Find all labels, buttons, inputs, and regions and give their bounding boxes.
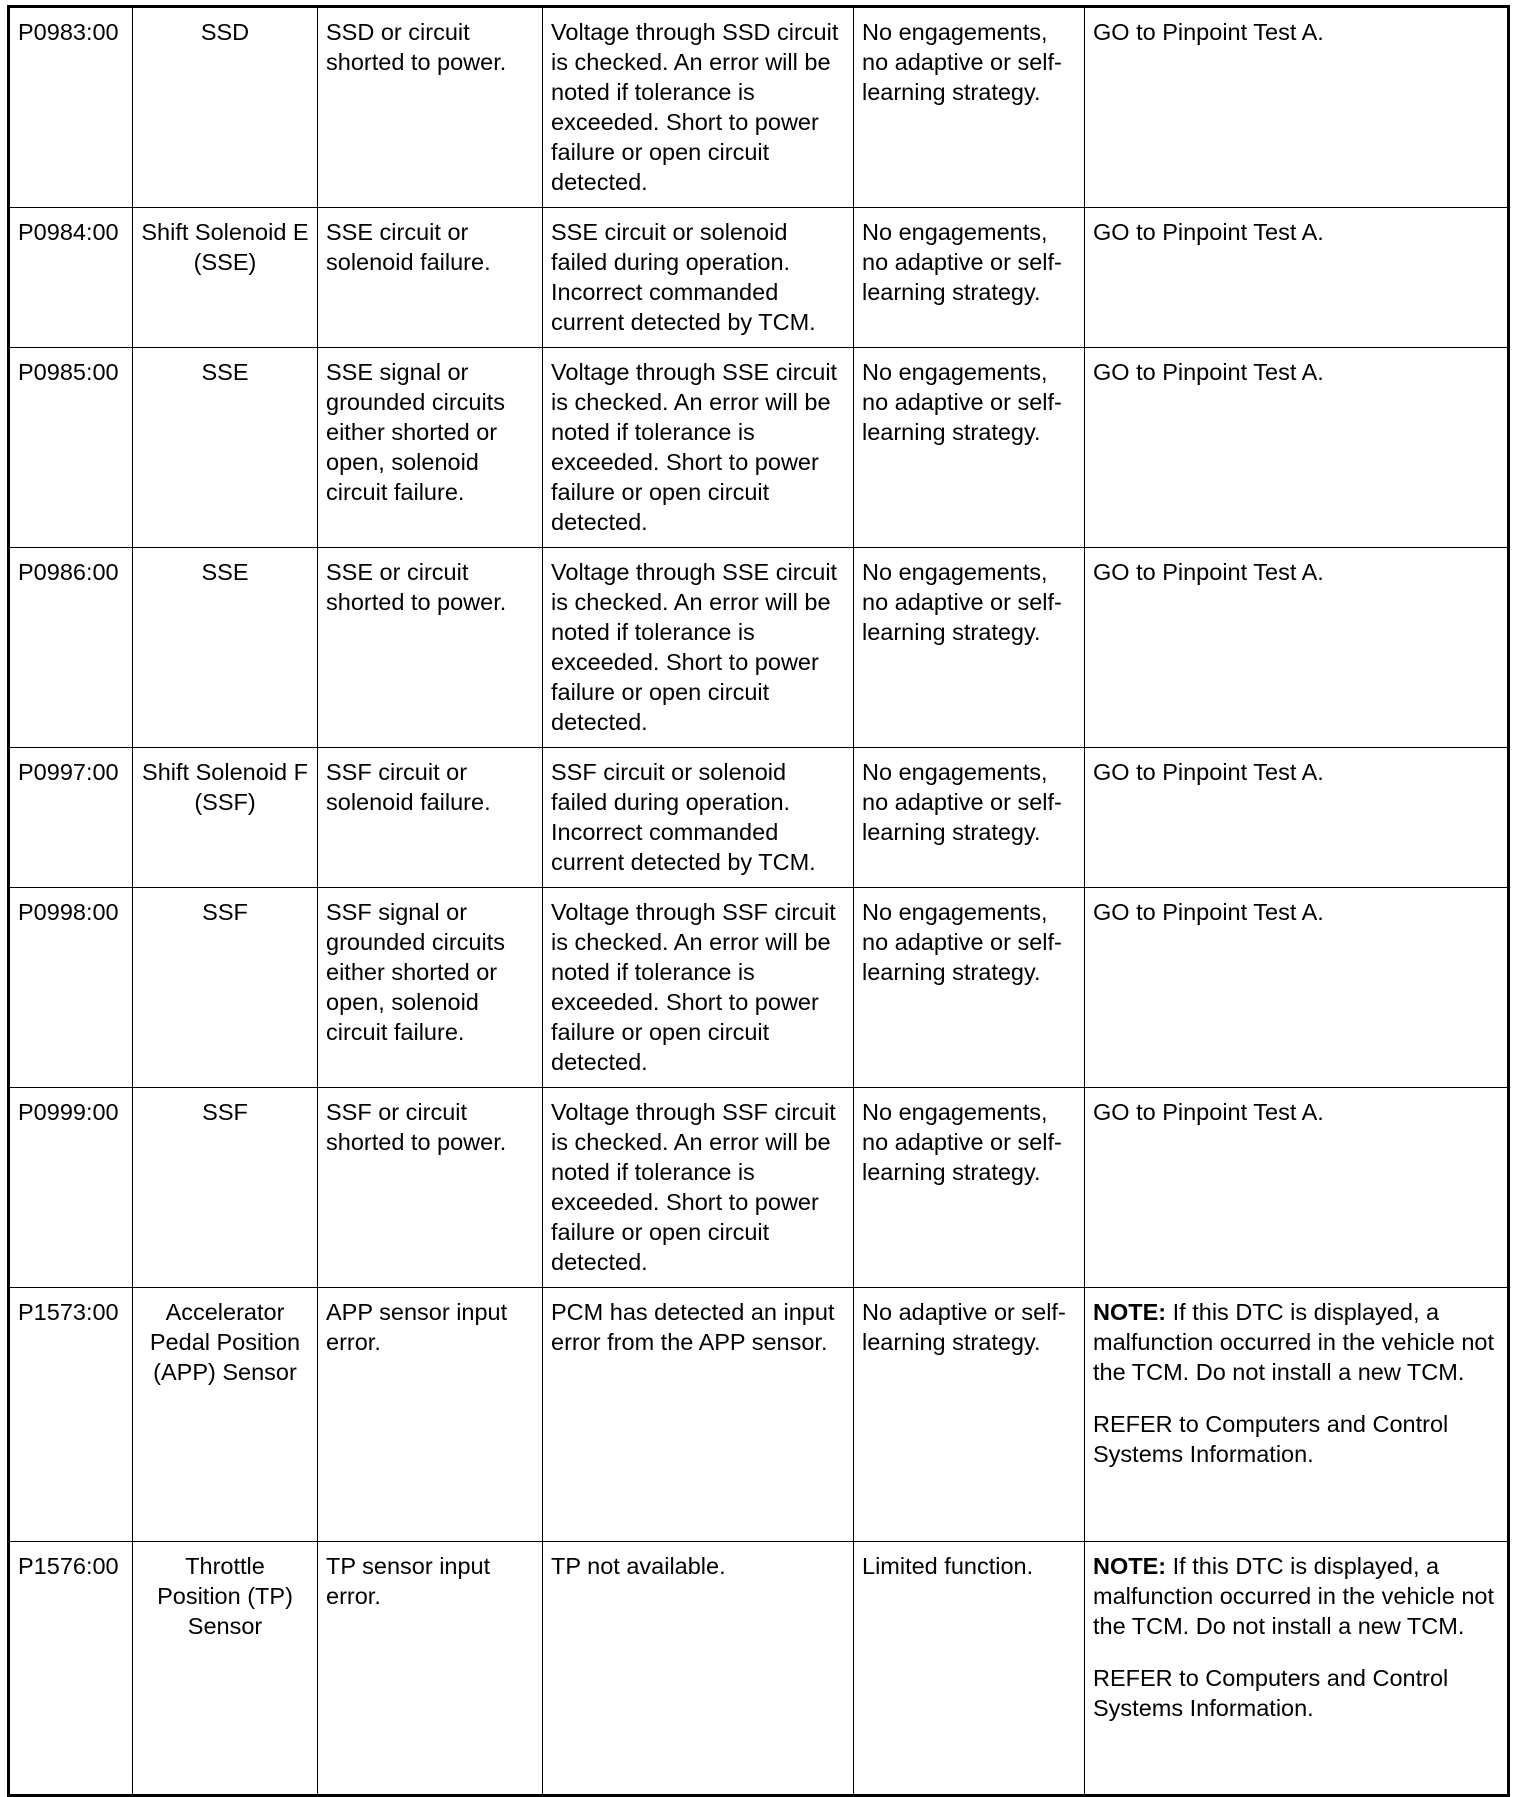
dtc-code-cell: P0986:00	[9, 548, 133, 748]
dtc-code-cell: P0998:00	[9, 888, 133, 1088]
note-label: NOTE:	[1093, 1299, 1167, 1325]
action-cell: GO to Pinpoint Test A.	[1085, 7, 1509, 208]
symptom-cell: No adaptive or self-learning strategy.	[854, 1288, 1085, 1542]
condition-cell: Voltage through SSF circuit is checked. An error will be noted if tolerance is exceeded. Short to power failure or open circuit detected.	[543, 1088, 854, 1288]
action-cell	[1085, 1542, 1509, 1796]
dtc-code-cell: P0985:00	[9, 348, 133, 548]
refer-text: REFER to Computers and Control Systems Information.	[1093, 1411, 1449, 1467]
table-row	[9, 1542, 1509, 1796]
note-text: If this DTC is displayed, a malfunction occurred in the vehicle not the TCM. Do not install a new TCM.	[1093, 1299, 1495, 1385]
condition-cell: PCM has detected an input error from the APP sensor.	[543, 1288, 854, 1542]
dtc-code-cell: P0983:00	[9, 7, 133, 208]
component-cell: SSD	[133, 7, 318, 208]
condition-cell: Voltage through SSF circuit is checked. An error will be noted if tolerance is exceeded. Short to power failure or open circuit detected.	[543, 888, 854, 1088]
table-row	[9, 348, 1509, 548]
symptom-cell: No engagements, no adaptive or self-learning strategy.	[854, 748, 1085, 888]
symptom-cell: No engagements, no adaptive or self-learning strategy.	[854, 348, 1085, 548]
note-block	[1093, 1297, 1499, 1387]
table-row	[9, 1088, 1509, 1288]
table-row	[9, 748, 1509, 888]
action-cell	[1085, 1288, 1509, 1542]
dtc-code-cell: P0984:00	[9, 208, 133, 348]
component-cell: Accelerator Pedal Position (APP) Sensor	[133, 1288, 318, 1542]
condition-cell: Voltage through SSE circuit is checked. An error will be noted if tolerance is exceeded. Short to power failure or open circuit detected.	[543, 548, 854, 748]
condition-cell: Voltage through SSD circuit is checked. An error will be noted if tolerance is exceeded. Short to power failure or open circuit detected.	[543, 7, 854, 208]
symptom-cell: Limited function.	[854, 1542, 1085, 1796]
action-cell: GO to Pinpoint Test A.	[1085, 1088, 1509, 1288]
action-cell: GO to Pinpoint Test A.	[1085, 208, 1509, 348]
description-cell: SSF circuit or solenoid failure.	[318, 748, 543, 888]
component-cell: SSF	[133, 888, 318, 1088]
condition-cell: Voltage through SSE circuit is checked. An error will be noted if tolerance is exceeded. Short to power failure or open circuit detected.	[543, 348, 854, 548]
note-text: If this DTC is displayed, a malfunction occurred in the vehicle not the TCM. Do not install a new TCM.	[1093, 1553, 1495, 1639]
note-block	[1093, 1551, 1499, 1641]
symptom-cell: No engagements, no adaptive or self-learning strategy.	[854, 7, 1085, 208]
table-row	[9, 208, 1509, 348]
component-cell: SSF	[133, 1088, 318, 1288]
condition-cell: SSF circuit or solenoid failed during operation. Incorrect commanded current detected by TCM.	[543, 748, 854, 888]
dtc-code-cell: P0997:00	[9, 748, 133, 888]
condition-cell: TP not available.	[543, 1542, 854, 1796]
description-cell: SSE signal or grounded circuits either shorted or open, solenoid circuit failure.	[318, 348, 543, 548]
description-cell: SSE circuit or solenoid failure.	[318, 208, 543, 348]
table-row	[9, 7, 1509, 208]
refer-text: REFER to Computers and Control Systems Information.	[1093, 1665, 1449, 1721]
action-cell: GO to Pinpoint Test A.	[1085, 888, 1509, 1088]
description-cell: SSE or circuit shorted to power.	[318, 548, 543, 748]
dtc-code-cell: P1573:00	[9, 1288, 133, 1542]
component-cell: SSE	[133, 548, 318, 748]
symptom-cell: No engagements, no adaptive or self-learning strategy.	[854, 208, 1085, 348]
action-cell: GO to Pinpoint Test A.	[1085, 348, 1509, 548]
dtc-code-cell: P1576:00	[9, 1542, 133, 1796]
component-cell: SSE	[133, 348, 318, 548]
description-cell: SSF or circuit shorted to power.	[318, 1088, 543, 1288]
description-cell: SSF signal or grounded circuits either shorted or open, solenoid circuit failure.	[318, 888, 543, 1088]
component-cell: Throttle Position (TP) Sensor	[133, 1542, 318, 1796]
dtc-code-cell: P0999:00	[9, 1088, 133, 1288]
action-cell: GO to Pinpoint Test A.	[1085, 748, 1509, 888]
dtc-table	[7, 5, 1510, 1797]
component-cell: Shift Solenoid E (SSE)	[133, 208, 318, 348]
description-cell: SSD or circuit shorted to power.	[318, 7, 543, 208]
action-cell: GO to Pinpoint Test A.	[1085, 548, 1509, 748]
description-cell: APP sensor input error.	[318, 1288, 543, 1542]
symptom-cell: No engagements, no adaptive or self-learning strategy.	[854, 888, 1085, 1088]
symptom-cell: No engagements, no adaptive or self-learning strategy.	[854, 548, 1085, 748]
note-label: NOTE:	[1093, 1553, 1167, 1579]
table-row	[9, 1288, 1509, 1542]
table-row	[9, 888, 1509, 1088]
condition-cell: SSE circuit or solenoid failed during operation. Incorrect commanded current detected by TCM.	[543, 208, 854, 348]
table-row	[9, 548, 1509, 748]
symptom-cell: No engagements, no adaptive or self-learning strategy.	[854, 1088, 1085, 1288]
component-cell: Shift Solenoid F (SSF)	[133, 748, 318, 888]
description-cell: TP sensor input error.	[318, 1542, 543, 1796]
